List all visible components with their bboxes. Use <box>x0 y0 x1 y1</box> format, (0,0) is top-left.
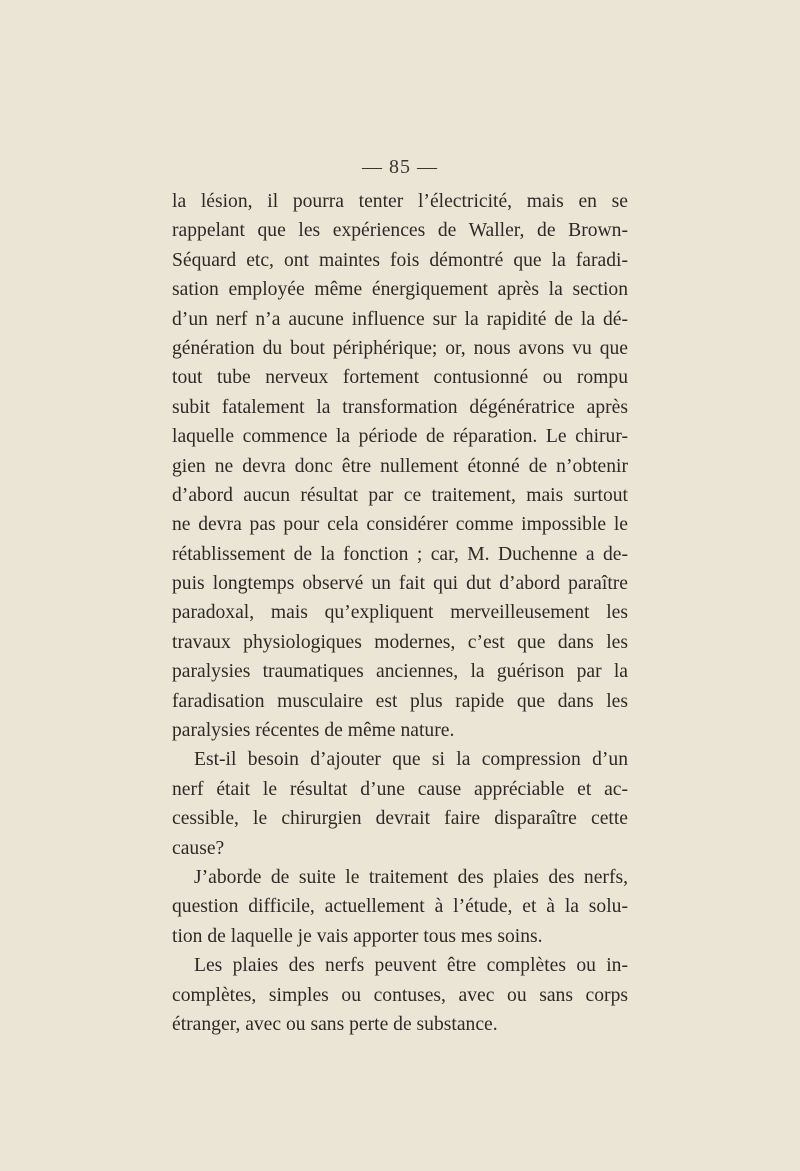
text-line: rappelant que les expériences de Waller, de Brown- <box>172 220 628 242</box>
text-line: paradoxal, mais qu’expliquent merveilleusement les <box>172 602 628 624</box>
text-line: laquelle commence la période de réparation. Le chirur- <box>172 426 628 448</box>
text-line: complètes, simples ou contuses, avec ou sans corps <box>172 984 628 1006</box>
body-text <box>172 187 628 1039</box>
text-line: paralysies traumatiques anciennes, la guérison par la <box>172 661 628 683</box>
text-line: gien ne devra donc être nullement étonné de n’obtenir <box>172 455 628 477</box>
text-line: question difficile, actuellement à l’étude, et à la solu- <box>172 896 628 918</box>
text-line: d’un nerf n’a aucune influence sur la rapidité de la dé- <box>172 308 628 330</box>
text-line: faradisation musculaire est plus rapide que dans les <box>172 690 628 712</box>
text-line: rétablissement de la fonction ; car, M. Duchenne a de- <box>172 543 628 565</box>
paragraph-end-line: tion de laquelle je vais apporter tous mes soins. <box>172 925 543 947</box>
paragraph-end-line: étranger, avec ou sans perte de substance. <box>172 1013 498 1035</box>
paragraph-start-line: J’aborde de suite le traitement des plaies des nerfs, <box>194 866 628 888</box>
text-line: sation employée même énergiquement après la section <box>172 279 628 301</box>
text-line: génération du bout périphérique; or, nous avons vu que <box>172 337 628 359</box>
text-line: travaux physiologiques modernes, c’est que dans les <box>172 631 628 653</box>
paragraph-end-line: paralysies récentes de même nature. <box>172 720 455 742</box>
text-line: Séquard etc, ont maintes fois démontré que la faradi- <box>172 249 628 271</box>
text-line: cessible, le chirurgien devrait faire disparaître cette <box>172 808 628 830</box>
text-line: nerf était le résultat d’une cause appréciable et ac- <box>172 778 628 800</box>
text-line: puis longtemps observé un fait qui dut d’abord paraître <box>172 573 628 595</box>
page-number: — 85 — <box>362 156 438 178</box>
paragraph-end-line: cause? <box>172 837 225 859</box>
text-line: ne devra pas pour cela considérer comme impossible le <box>172 514 628 536</box>
text-line: tout tube nerveux fortement contusionné ou rompu <box>172 367 628 389</box>
text-line: la lésion, il pourra tenter l’électricité, mais en se <box>172 191 628 212</box>
text-line: d’abord aucun résultat par ce traitement, mais surtout <box>172 484 628 506</box>
paragraph-start-line: Est-il besoin d’ajouter que si la compression d’un <box>194 749 628 771</box>
text-line: subit fatalement la transformation dégénératrice après <box>172 396 628 418</box>
paragraph-start-line: Les plaies des nerfs peuvent être complètes ou in- <box>194 955 628 977</box>
